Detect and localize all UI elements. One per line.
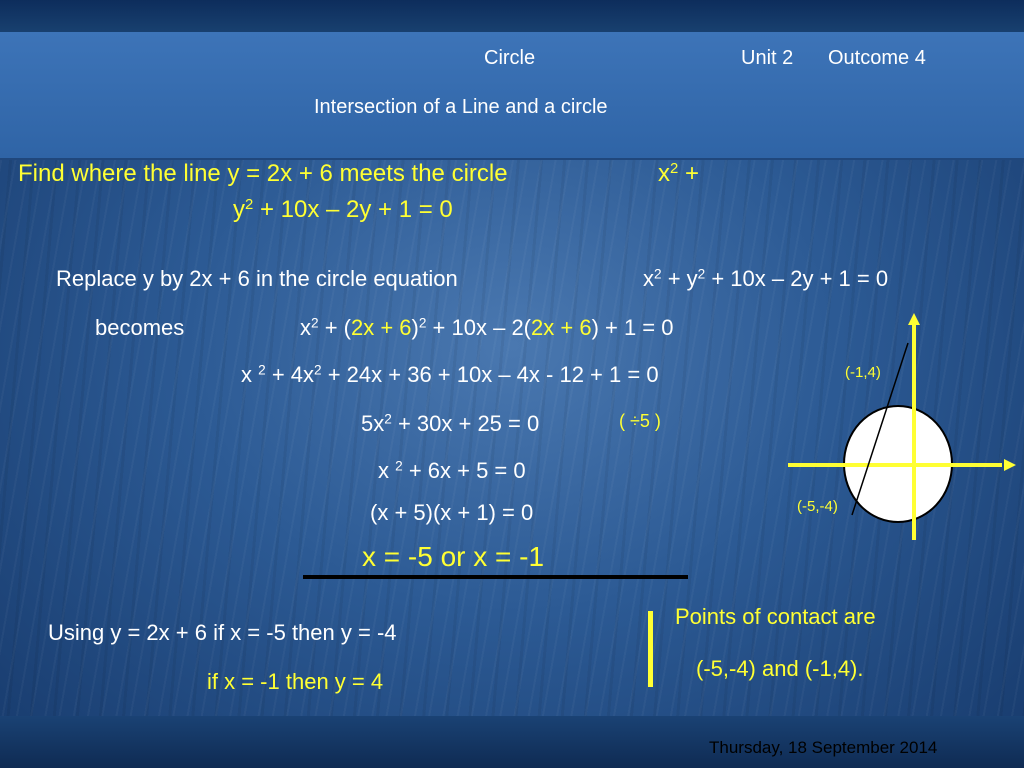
conclusion-divider bbox=[648, 611, 653, 687]
circle-equation: $x^2 + y^2 + 10x - 2y + 1 = 0$ bbox=[643, 266, 889, 291]
x-axis-arrow-icon bbox=[1004, 459, 1016, 471]
substitution-line: Using y = 2x + 6 if x = -5 then y = -4 bbox=[48, 620, 397, 645]
substituted-equation: $x^2 + (2x + 6)^2 + 10x - 2(2x + 6) + 1 = 0$ bbox=[300, 315, 674, 340]
lower-point-label: (-5,-4) bbox=[797, 498, 838, 515]
expanded-equation: x $^2 + 4x^2 + 24x + 36 + 10x - 4x - 12 + 1 = 0$ bbox=[241, 362, 659, 387]
quadratic-equation: x $^2$ + 6x + 5 = 0 bbox=[378, 458, 526, 483]
upper-point-label: (-1,4) bbox=[845, 364, 881, 381]
conclusion-points: (-5,-4) and (-1,4). bbox=[696, 656, 864, 681]
becomes-label: becomes bbox=[95, 315, 185, 340]
x-solutions: x = -5 or x = -1 bbox=[362, 541, 545, 572]
unit-label: Unit 2 bbox=[741, 47, 794, 69]
top-bar bbox=[0, 0, 1024, 32]
footer-date: Thursday, 18 September 2014 bbox=[709, 738, 938, 757]
replace-instruction: Replace y by 2x + 6 in the circle equation bbox=[56, 266, 458, 291]
problem-circle-rest: $y^2 + 10x - 2y + 1 = 0$ bbox=[233, 196, 453, 223]
substitution-second: if x = -1 then y = 4 bbox=[207, 669, 384, 694]
y-axis-arrow-icon bbox=[908, 313, 920, 325]
topic-title: Circle bbox=[484, 47, 536, 69]
divide-note: ( ÷5 ) bbox=[619, 411, 661, 431]
outcome-label: Outcome 4 bbox=[828, 47, 926, 69]
factored-equation: (x + 5)(x + 1) = 0 bbox=[370, 500, 534, 525]
conclusion-heading: Points of contact are bbox=[675, 604, 876, 629]
separator-line bbox=[303, 575, 688, 579]
problem-line: Find where the line y = 2x + 6 meets the circle bbox=[18, 160, 508, 187]
problem-circle-start: $x^2$ + bbox=[658, 160, 699, 187]
slide-subtitle: Intersection of a Line and a circle bbox=[314, 96, 608, 118]
simplified-equation: $5x^2 + 30x + 25 = 0$ bbox=[361, 411, 540, 436]
